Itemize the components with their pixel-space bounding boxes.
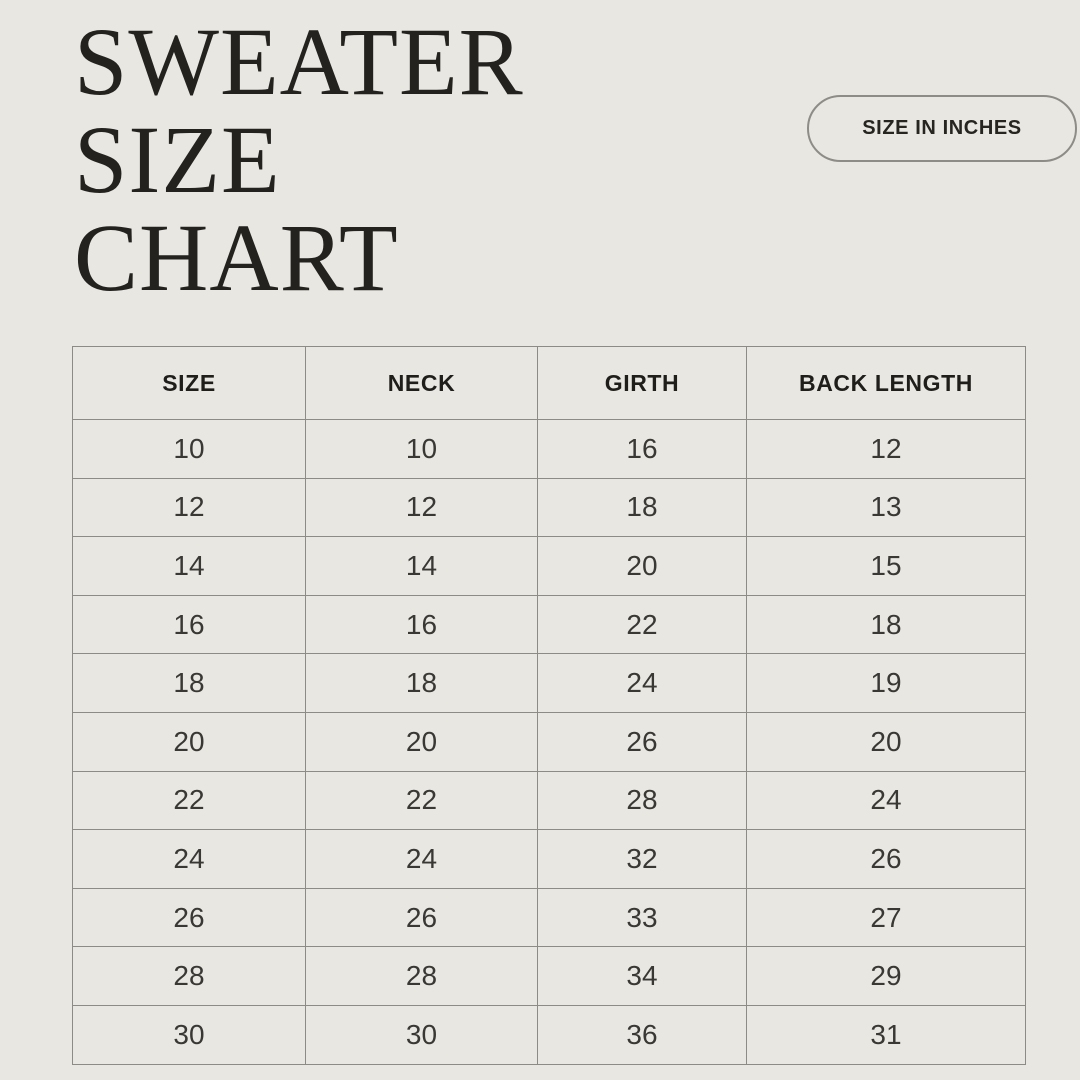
table-cell: 12 [306,478,538,537]
table-cell: 10 [73,420,306,479]
table-cell: 20 [538,537,747,596]
column-header: GIRTH [538,347,747,420]
table-cell: 29 [747,947,1026,1006]
table-cell: 26 [538,712,747,771]
table-cell: 22 [73,771,306,830]
page-title [74,8,524,311]
table-row [73,537,1026,596]
table-cell: 12 [747,420,1026,479]
table-cell: 18 [73,654,306,713]
table-row [73,478,1026,537]
table-cell: 16 [538,420,747,479]
table-cell: 16 [73,595,306,654]
column-header: NECK [306,347,538,420]
table-row [73,830,1026,889]
table-cell: 28 [306,947,538,1006]
table-cell: 20 [73,712,306,771]
table-cell: 18 [747,595,1026,654]
table-cell: 30 [306,1005,538,1064]
table-cell: 13 [747,478,1026,537]
table-cell: 20 [747,712,1026,771]
table-cell: 24 [306,830,538,889]
table-cell: 26 [306,888,538,947]
table-cell: 33 [538,888,747,947]
table-cell: 14 [73,537,306,596]
title-line-3: CHART [74,204,399,311]
table-row [73,771,1026,830]
table-cell: 28 [73,947,306,1006]
table-cell: 24 [538,654,747,713]
table-cell: 10 [306,420,538,479]
size-unit-badge-label: SIZE IN INCHES [862,117,1022,139]
size-table [72,346,1026,1065]
column-header: BACK LENGTH [747,347,1026,420]
table-cell: 22 [306,771,538,830]
table-body [73,420,1026,1065]
table-cell: 26 [747,830,1026,889]
title-line-1: SWEATER [74,8,524,115]
table-row [73,654,1026,713]
table-row [73,947,1026,1006]
table-cell: 30 [73,1005,306,1064]
table-cell: 24 [747,771,1026,830]
title-line-2: SIZE [74,106,281,213]
table-cell: 28 [538,771,747,830]
column-header: SIZE [73,347,306,420]
table-cell: 12 [73,478,306,537]
table-cell: 26 [73,888,306,947]
table-cell: 22 [538,595,747,654]
table-cell: 31 [747,1005,1026,1064]
table-row [73,888,1026,947]
table-row [73,712,1026,771]
table-row [73,1005,1026,1064]
table-cell: 18 [306,654,538,713]
table-cell: 36 [538,1005,747,1064]
table-row [73,595,1026,654]
table-cell: 18 [538,478,747,537]
size-unit-badge [807,95,1077,162]
table-header-row [73,347,1026,420]
table-cell: 15 [747,537,1026,596]
table-cell: 19 [747,654,1026,713]
table-cell: 32 [538,830,747,889]
table-cell: 14 [306,537,538,596]
table-row [73,420,1026,479]
table-cell: 27 [747,888,1026,947]
table-cell: 34 [538,947,747,1006]
table-cell: 16 [306,595,538,654]
table-cell: 24 [73,830,306,889]
table-cell: 20 [306,712,538,771]
